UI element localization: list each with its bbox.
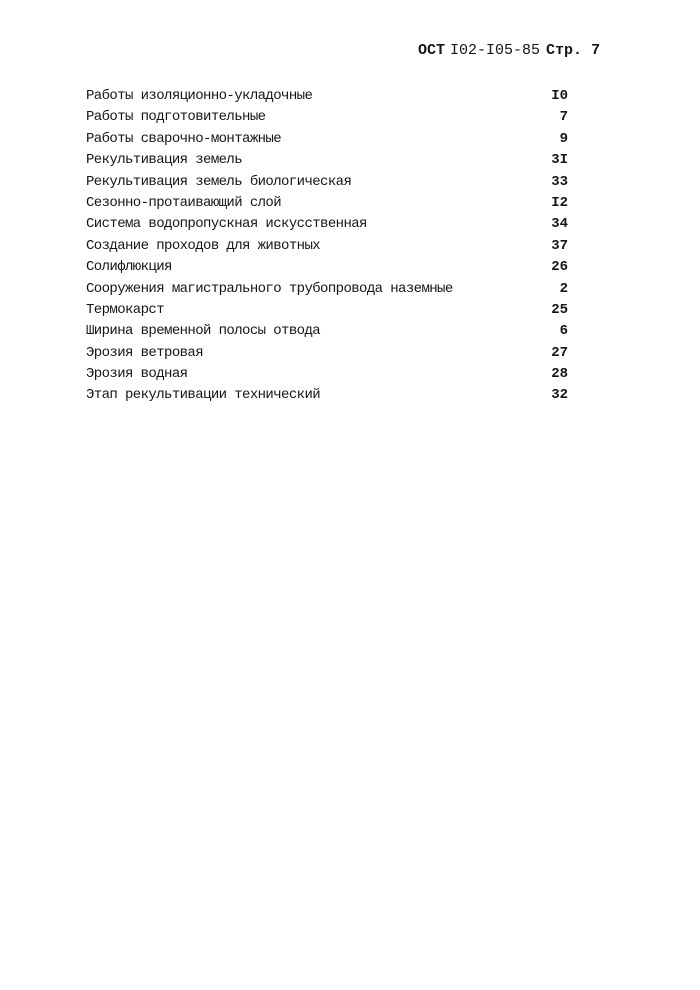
index-entry (86, 343, 568, 364)
subject-index-list (86, 86, 568, 407)
index-term: Работы подготовительные (86, 109, 266, 126)
index-entry (86, 150, 568, 171)
index-page-number: 28 (551, 366, 568, 383)
index-term: Эрозия ветровая (86, 344, 204, 361)
index-entry (86, 172, 568, 193)
index-page-number: 3I (551, 152, 568, 169)
index-entry (86, 193, 568, 214)
index-page-number: 26 (551, 259, 568, 276)
index-page-number: 7 (559, 109, 568, 126)
index-entry (86, 129, 568, 150)
index-term: Эрозия водная (86, 366, 188, 383)
index-page-number: 32 (551, 387, 568, 404)
page-label (546, 42, 600, 59)
index-entry (86, 236, 568, 257)
page-label-text: Стр. (546, 42, 583, 59)
page-header (418, 42, 600, 59)
index-term: Солифлюкция (86, 259, 172, 276)
index-page-number: 33 (551, 173, 568, 190)
index-entry (86, 279, 568, 300)
index-page-number: 9 (559, 130, 568, 147)
index-page-number: I2 (551, 194, 568, 211)
index-entry (86, 364, 568, 385)
index-page-number: I0 (551, 88, 568, 104)
index-term: Этап рекультивации технический (86, 387, 321, 404)
index-entry (86, 300, 568, 321)
index-term: Ширина временной полосы отвода (86, 323, 321, 340)
page-number: 7 (591, 42, 601, 59)
standard-number: I02-I05-85 (450, 42, 541, 59)
standard-label: ОСТ (418, 42, 446, 59)
index-entry (86, 385, 568, 406)
index-term: Система водопропускная искусственная (86, 216, 367, 233)
index-term: Работы изоляционно-укладочные (86, 88, 313, 104)
index-page-number: 34 (551, 216, 568, 233)
index-page-number: 27 (551, 344, 568, 361)
index-page-number: 25 (551, 301, 568, 318)
index-page-number: 6 (559, 323, 568, 340)
index-entry (86, 107, 568, 128)
index-term: Рекультивация земель (86, 152, 243, 169)
index-entry (86, 86, 568, 107)
index-page-number: 37 (551, 237, 568, 254)
index-page-number: 2 (559, 280, 568, 297)
index-term: Сооружения магистрального трубопровода наземные (86, 280, 453, 297)
index-entry (86, 214, 568, 235)
index-term: Рекультивация земель биологическая (86, 173, 352, 190)
index-entry (86, 321, 568, 342)
index-entry (86, 257, 568, 278)
index-term: Создание проходов для животных (86, 237, 321, 254)
index-term: Сезонно-протаивающий слой (86, 194, 282, 211)
index-term: Термокарст (86, 301, 165, 318)
index-term: Работы сварочно-монтажные (86, 130, 282, 147)
